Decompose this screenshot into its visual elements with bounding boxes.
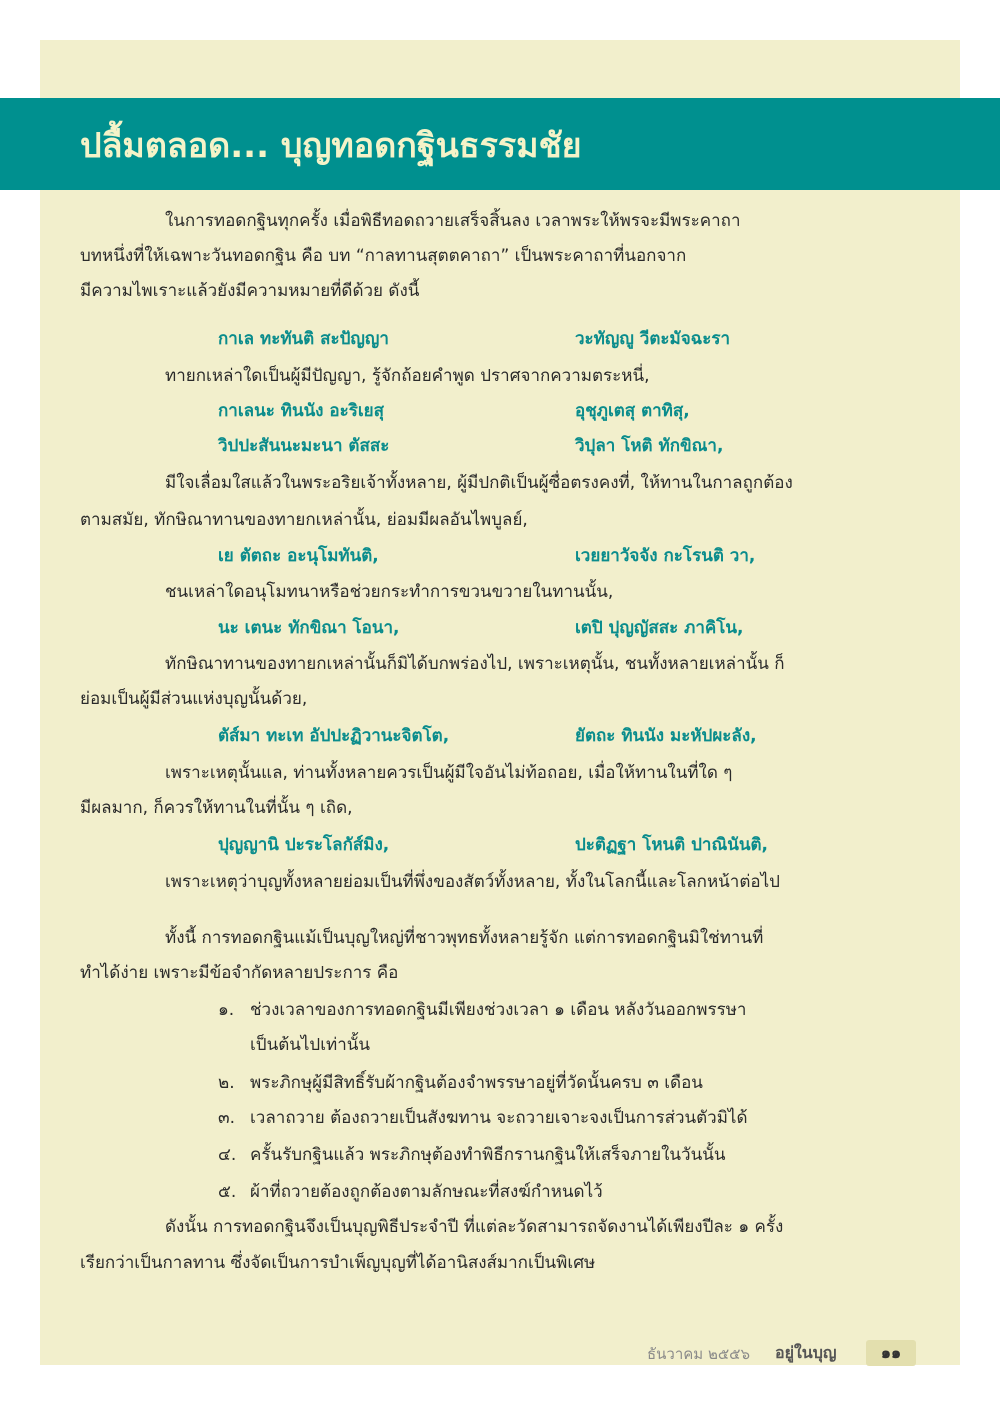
meaning-line: ทักษิณาทานของทายกเหล่านั้นก็มิได้บกพร่องไป, เพราะเหตุนั้น, ชนทั้งหลายเหล่านั้น ก็ xyxy=(165,654,785,674)
list-number: ๕. xyxy=(218,1182,237,1202)
list-item: พระภิกษุผู้มีสิทธิ์รับผ้ากฐินต้องจำพรรษาอยู่ที่วัดนั้นครบ ๓ เดือน xyxy=(250,1073,703,1093)
meaning-line: ทายกเหล่าใดเป็นผู้มีปัญญา, รู้จักถ้อยคำพูด ปราศจากความตระหนี่, xyxy=(165,366,650,386)
verse-right: อุชุภูเตสุ ตาทิสุ, xyxy=(575,401,690,421)
verse-right: ปะติฏฐา โหนติ ปาณินันติ, xyxy=(575,835,768,855)
body-line: เรียกว่าเป็นกาลทาน ซึ่งจัดเป็นการบำเพ็ญบุญที่ได้อานิสงส์มากเป็นพิเศษ xyxy=(80,1253,596,1273)
article-title: ปลื้มตลอด... บุญทอดกฐินธรรมชัย xyxy=(80,126,582,166)
verse-right: วะทัญญู วีตะมัจฉะรา xyxy=(575,329,731,349)
verse-left: กาเล ทะทันติ สะปัญญา xyxy=(218,329,389,349)
list-number: ๓. xyxy=(218,1108,236,1128)
body-line: ดังนั้น การทอดกฐินจึงเป็นบุญพิธีประจำปี ที่แต่ละวัดสามารถจัดงานได้เพียงปีละ ๑ ครั้ง xyxy=(165,1217,784,1237)
intro-line: มีความไพเราะแล้วยังมีความหมายที่ดีด้วย ดังนี้ xyxy=(80,281,420,301)
verse-left: นะ เตนะ ทักขิณา โอนา, xyxy=(218,618,400,638)
verse-left: กาเลนะ ทินนัง อะริเยสุ xyxy=(218,401,385,421)
body-line: ทั้งนี้ การทอดกฐินแม้เป็นบุญใหญ่ที่ชาวพุทธทั้งหลายรู้จัก แต่การทอดกฐินมิใช่ทานที่ xyxy=(165,928,764,948)
intro-line: บทหนึ่งที่ให้เฉพาะวันทอดกฐิน คือ บท “กาลทานสุตตคาถา” เป็นพระคาถาที่นอกจาก xyxy=(80,246,687,266)
list-number: ๑. xyxy=(218,1000,235,1020)
list-number: ๔. xyxy=(218,1145,237,1165)
intro-line: ในการทอดกฐินทุกครั้ง เมื่อพิธีทอดถวายเสร็จสิ้นลง เวลาพระให้พรจะมีพระคาถา xyxy=(165,211,741,231)
page-number: ๑๑ xyxy=(866,1340,916,1366)
list-item: ช่วงเวลาของการทอดกฐินมีเพียงช่วงเวลา ๑ เดือน หลังวันออกพรรษา xyxy=(250,1000,747,1020)
verse-left: วิปปะสันนะมะนา ตัสสะ xyxy=(218,436,390,456)
meaning-line: มีผลมาก, ก็ควรให้ทานในที่นั้น ๆ เถิด, xyxy=(80,798,353,818)
verse-right: เตปิ ปุญญัสสะ ภาคิโน, xyxy=(575,618,744,638)
meaning-line: ตามสมัย, ทักษิณาทานของทายกเหล่านั้น, ย่อมมีผลอันไพบูลย์, xyxy=(80,510,528,530)
verse-right: เวยยาวัจจัง กะโรนติ วา, xyxy=(575,546,756,566)
body-line: ทำได้ง่าย เพราะมีข้อจำกัดหลายประการ คือ xyxy=(80,963,399,983)
meaning-line: มีใจเลื่อมใสแล้วในพระอริยเจ้าทั้งหลาย, ผู้มีปกติเป็นผู้ซื่อตรงคงที่, ให้ทานในกาลถูกต้อง xyxy=(165,473,793,493)
meaning-line: ย่อมเป็นผู้มีส่วนแห่งบุญนั้นด้วย, xyxy=(80,689,308,709)
verse-right: ยัตถะ ทินนัง มะหัปผะลัง, xyxy=(575,726,757,746)
list-item: ผ้าที่ถวายต้องถูกต้องตามลักษณะที่สงฆ์กำหนดไว้ xyxy=(250,1182,603,1202)
magazine-name: อยู่ในบุญ xyxy=(775,1343,837,1362)
list-number: ๒. xyxy=(218,1073,235,1093)
list-item: เป็นต้นไปเท่านั้น xyxy=(250,1035,371,1055)
verse-left: ตัส์มา ทะเท อัปปะฏิวานะจิตโต, xyxy=(218,726,450,746)
meaning-line: ชนเหล่าใดอนุโมทนาหรือช่วยกระทำการขวนขวายในทานนั้น, xyxy=(165,582,614,602)
meaning-line: เพราะเหตุว่าบุญทั้งหลายย่อมเป็นที่พึ่งของสัตว์ทั้งหลาย, ทั้งในโลกนี้และโลกหน้าต่อไป xyxy=(165,872,780,892)
verse-right: วิปุลา โหติ ทักขิณา, xyxy=(575,436,724,456)
verse-left: ปุญญานิ ปะระโลกัส์มิง, xyxy=(218,835,390,855)
list-item: เวลาถวาย ต้องถวายเป็นสังฆทาน จะถวายเจาะจงเป็นการส่วนตัวมิได้ xyxy=(250,1108,748,1128)
list-item: ครั้นรับกฐินแล้ว พระภิกษุต้องทำพิธีกรานกฐินให้เสร็จภายในวันนั้น xyxy=(250,1145,726,1165)
meaning-line: เพราะเหตุนั้นแล, ท่านทั้งหลายควรเป็นผู้มีใจอันไม่ท้อถอย, เมื่อให้ทานในที่ใด ๆ xyxy=(165,763,733,783)
verse-left: เย ตัตถะ อะนุโมทันติ, xyxy=(218,546,379,566)
issue-date: ธันวาคม ๒๕๕๖ xyxy=(647,1345,751,1363)
